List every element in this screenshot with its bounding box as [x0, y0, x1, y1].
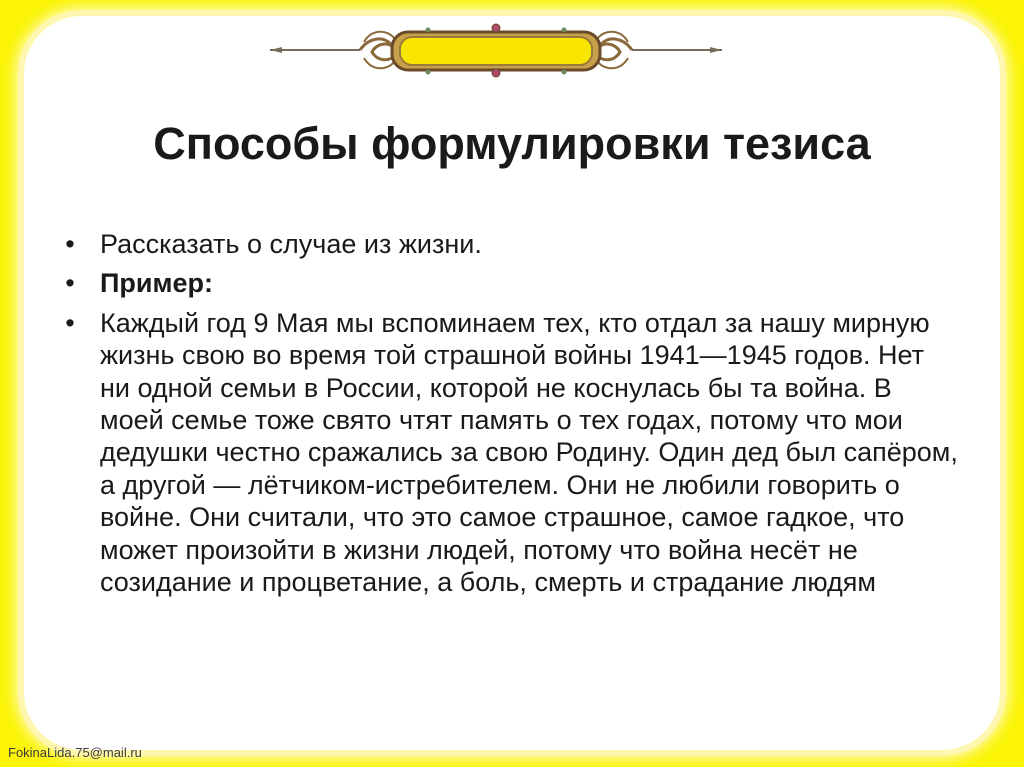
list-item-text: Каждый год 9 Мая мы вспоминаем тех, кто отдал за нашу мирную жизнь свою во время той страшной войны 1941—1945 годов. Нет ни одной семьи в России, которой не коснулась бы та война. В моей семье тоже свято чтят память о тех годах, потому что мои дедушки честно сражались за свою Родину. Один дед был сапёром, а другой — лётчиком-истребителем. Они не любили говорить о войне. Они считали, что это самое страшное, самое гадкое, что может произойти в жизни людей, потому что война несёт не созидание и процветание, а боль, смерть и страдание людям [100, 307, 958, 598]
bullet-list [60, 228, 960, 605]
decorative-frame-ornament-icon [268, 22, 724, 78]
list-item [60, 228, 960, 260]
slide-title: Способы формулировки тезиса [153, 118, 871, 169]
bullet-icon: • [65, 307, 75, 338]
footer-email: FokinaLida.75@mail.ru [8, 745, 142, 760]
list-item-text: Рассказать о случае из жизни. [100, 229, 482, 259]
list-item [60, 267, 960, 299]
bullet-icon: • [65, 229, 75, 259]
list-item-text: Пример: [100, 268, 213, 299]
list-item [60, 307, 960, 599]
bullet-icon: • [65, 268, 75, 299]
